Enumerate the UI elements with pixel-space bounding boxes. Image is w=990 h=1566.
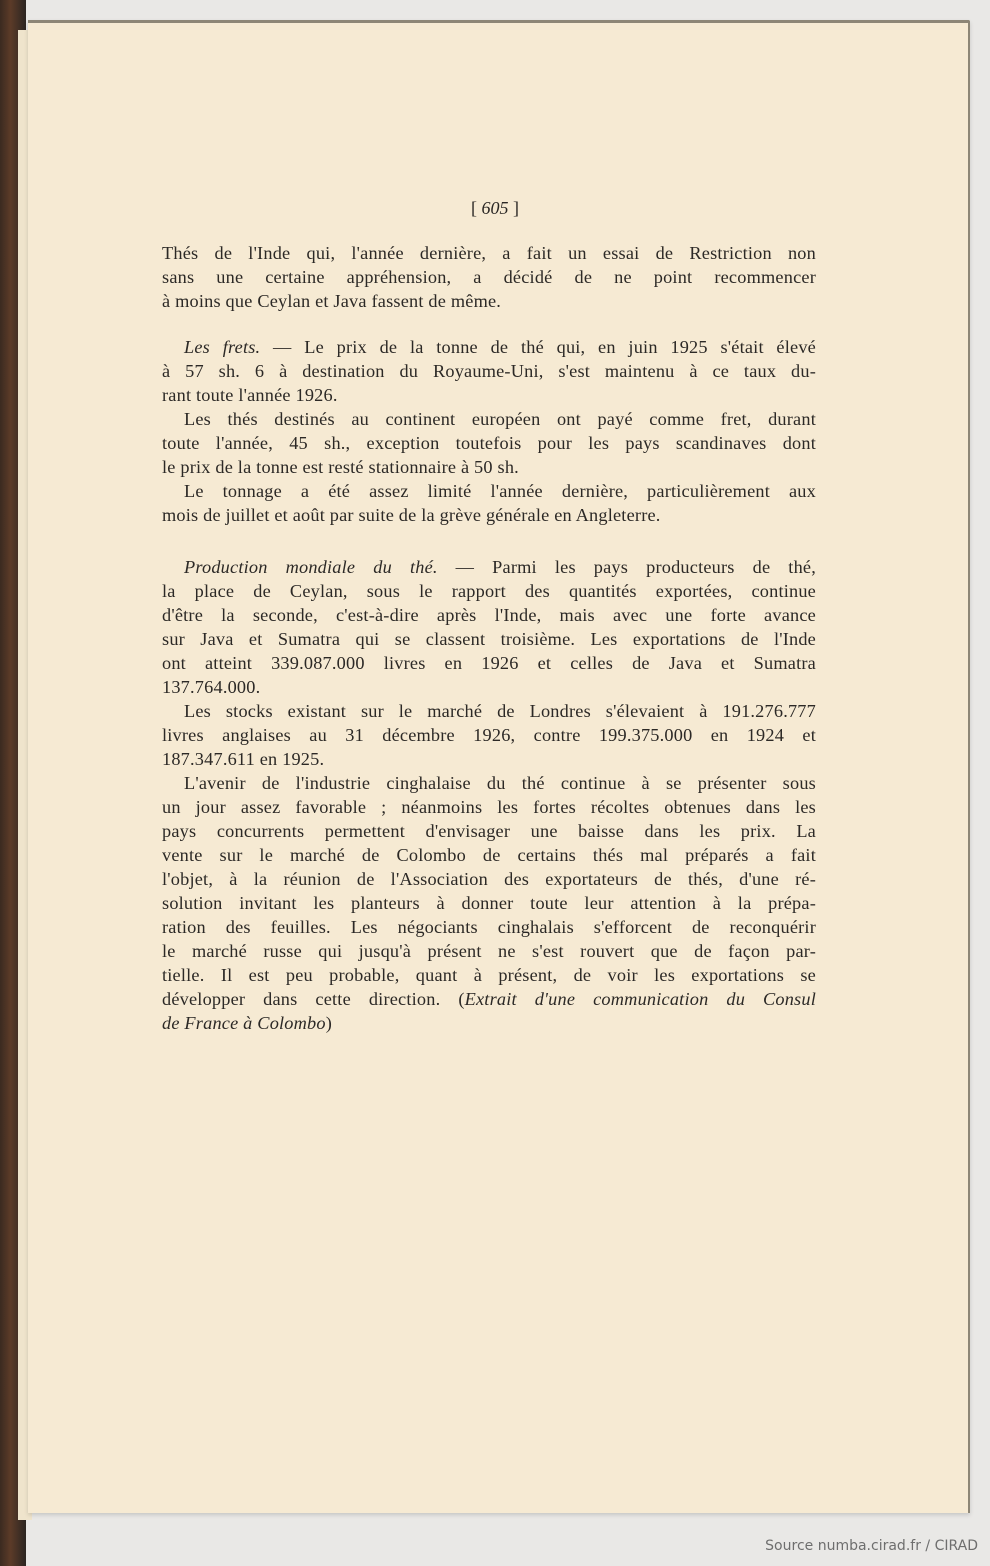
- text-line: solution invitant les planteurs à donner toute leur attention à la prépa-: [162, 893, 816, 913]
- section-heading-production: Production mondiale du thé.: [184, 557, 438, 577]
- text-line: 187.347.611 en 1925.: [162, 749, 325, 769]
- text-line: sur Java et Sumatra qui se classent troisième. Les exportations de l'Inde: [162, 629, 816, 649]
- text-line: le prix de la tonne est resté stationnaire à 50 sh.: [162, 457, 519, 477]
- text-line: Le tonnage a été assez limité l'année dernière, particulièrement aux: [184, 481, 816, 501]
- text-line: ration des feuilles. Les négociants cinghalais s'efforcent de reconquérir: [162, 917, 816, 937]
- text-line: sans une certaine appréhension, a décidé de ne point recommencer: [162, 267, 816, 287]
- text-line: d'être la seconde, c'est-à-dire après l'Inde, mais avec une forte avance: [162, 605, 816, 625]
- citation: de France à Colombo: [162, 1013, 326, 1033]
- text-line: vente sur le marché de Colombo de certains thés mal préparés a fait: [162, 845, 816, 865]
- text-span: — Le prix de la tonne de thé qui, en juin 1925 s'était élevé: [260, 337, 816, 357]
- text-line: l'objet, à la réunion de l'Association des exportateurs de thés, d'une ré-: [162, 869, 816, 889]
- text-line: [162, 987, 816, 1011]
- page-number-value: 605: [481, 198, 509, 218]
- text-line: livres anglaises au 31 décembre 1926, contre 199.375.000 en 1924 et: [162, 725, 816, 745]
- text-line: Les thés destinés au continent européen ont payé comme fret, durant: [184, 409, 816, 429]
- text-line: le marché russe qui jusqu'à présent ne s'est rouvert que de façon par-: [162, 941, 816, 961]
- text-line: 137.764.000.: [162, 677, 261, 697]
- text-line: [162, 335, 816, 359]
- text-line: tielle. Il est peu probable, quant à présent, de voir les exportations se: [162, 965, 816, 985]
- text-span: ): [325, 1013, 333, 1033]
- text-line: toute l'année, 45 sh., exception toutefois pour les pays scandinaves dont: [162, 433, 816, 453]
- text-line: à 57 sh. 6 à destination du Royaume-Uni, s'est maintenu à ce taux du-: [162, 361, 816, 381]
- text-line: à moins que Ceylan et Java fassent de même.: [162, 291, 502, 311]
- text-line: Les stocks existant sur le marché de Londres s'élevaient à 191.276.777: [184, 701, 816, 721]
- text-line: [162, 1011, 816, 1035]
- body-text: [162, 241, 816, 1035]
- text-line: L'avenir de l'industrie cinghalaise du thé continue à se présenter sous: [184, 773, 816, 793]
- source-credit: Source numba.cirad.fr / CIRAD: [765, 1538, 978, 1554]
- text-line: la place de Ceylan, sous le rapport des quantités exportées, continue: [162, 581, 816, 601]
- text-span: — Parmi les pays producteurs de thé,: [437, 557, 816, 577]
- section-heading-frets: Les frets.: [184, 337, 261, 357]
- page-number: [ 605 ]: [471, 198, 519, 218]
- text-line: pays concurrents permettent d'envisager une baisse dans les prix. La: [162, 821, 816, 841]
- text-line: mois de juillet et août par suite de la grève générale en Angleterre.: [162, 505, 661, 525]
- text-line: [162, 555, 816, 579]
- text-line: Thés de l'Inde qui, l'année dernière, a fait un essai de Restriction non: [162, 243, 816, 263]
- citation: Extrait d'une communication du Consul: [464, 989, 816, 1009]
- text-line: ont atteint 339.087.000 livres en 1926 et celles de Java et Sumatra: [162, 653, 816, 673]
- text-span: développer dans cette direction. (: [162, 989, 465, 1009]
- text-line: un jour assez favorable ; néanmoins les fortes récoltes obtenues dans les: [162, 797, 816, 817]
- text-line: rant toute l'année 1926.: [162, 385, 338, 405]
